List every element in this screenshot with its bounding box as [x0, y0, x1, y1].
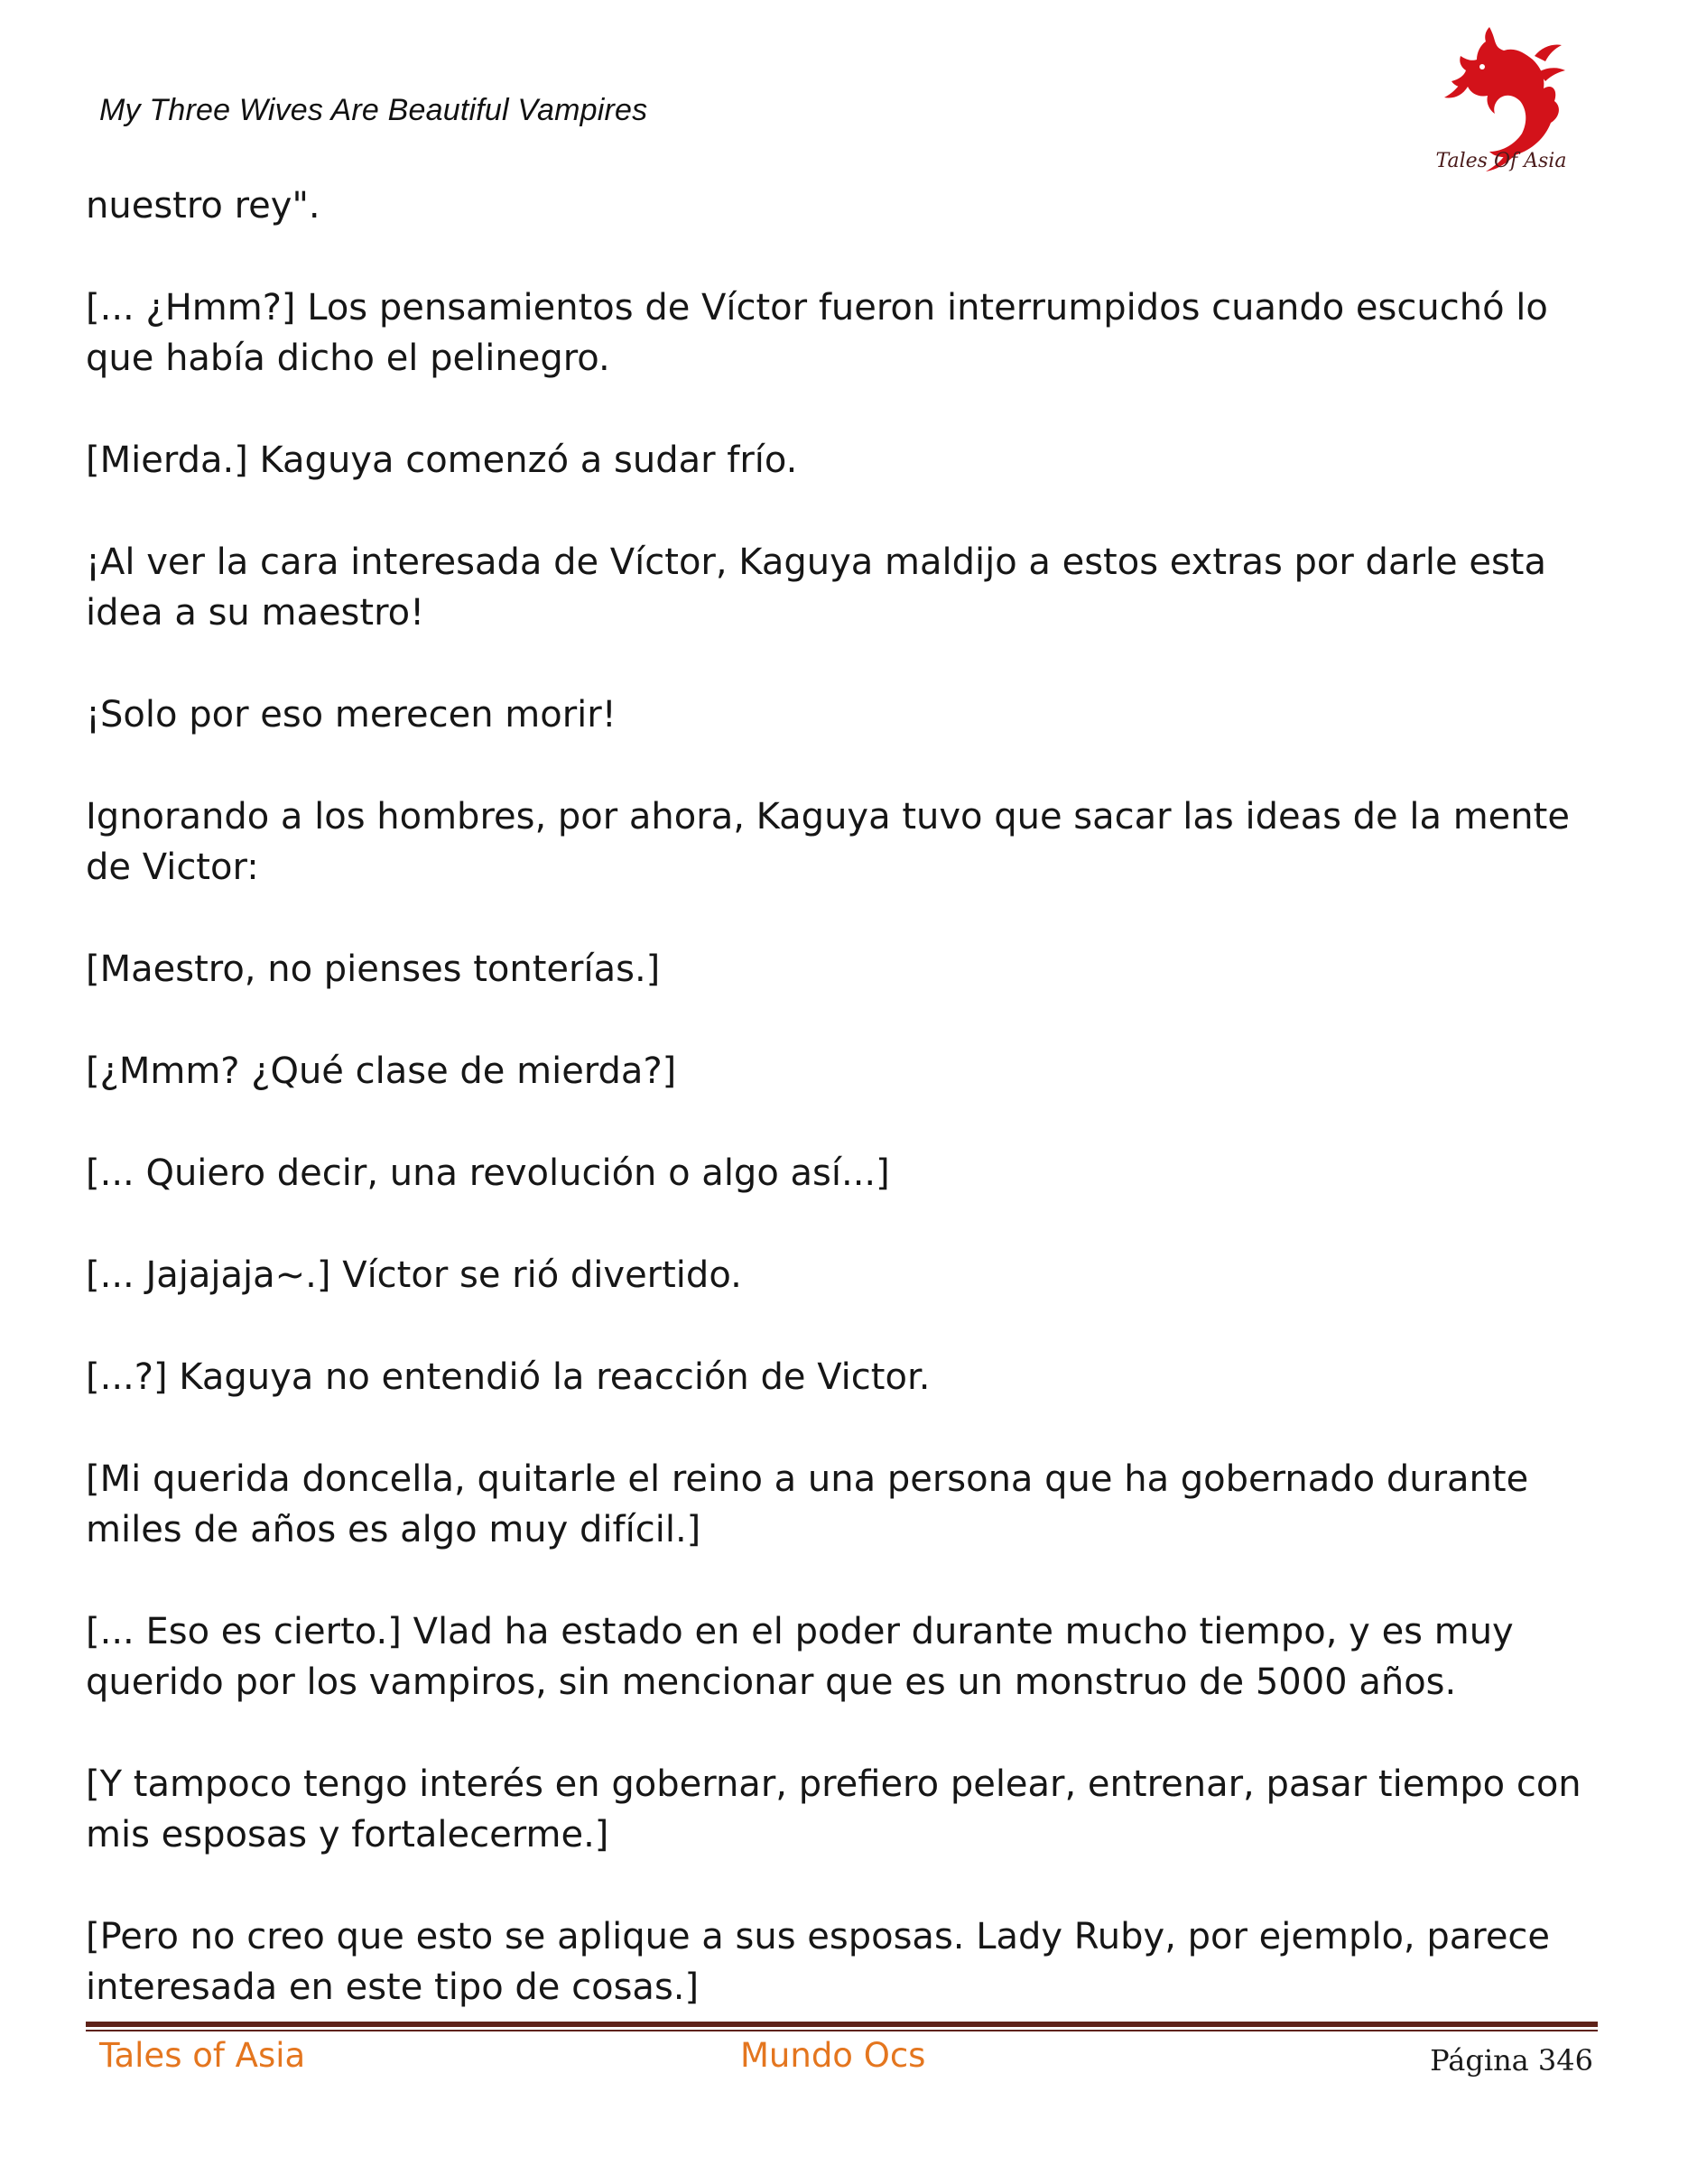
paragraph: [Mierda.] Kaguya comenzó a sudar frío.	[86, 440, 798, 481]
paragraph: [... ¿Hmm?] Los pensamientos de Víctor fueron interrumpidos cuando escuchó lo que había dicho el pelinegro.	[86, 287, 1548, 379]
page-number: Página 346	[1430, 2043, 1593, 2078]
footer-site-name: Tales of Asia	[99, 2036, 306, 2075]
paragraph: [Mi querida doncella, quitarle el reino a una persona que ha gobernado durante miles de años es algo muy difícil.]	[86, 1458, 1529, 1550]
paragraph: nuestro rey".	[86, 185, 320, 227]
paragraph: [Y tampoco tengo interés en gobernar, prefiero pelear, entrenar, pasar tiempo con mis esposas y fortalecerme.]	[86, 1763, 1581, 1855]
footer-rule	[86, 2022, 1598, 2027]
footer-section-name: Mundo Ocs	[740, 2036, 926, 2075]
paragraph: [... Jajajaja~.] Víctor se rió divertido.	[86, 1254, 742, 1296]
paragraph: Ignorando a los hombres, por ahora, Kaguya tuvo que sacar las ideas de la mente de Victor:	[86, 796, 1570, 888]
paragraph: [¿Mmm? ¿Qué clase de mierda?]	[86, 1050, 677, 1092]
paragraph: [... Eso es cierto.] Vlad ha estado en el poder durante mucho tiempo, y es muy querido por los vampiros, sin mencionar que es un monstruo de 5000 años.	[86, 1611, 1514, 1703]
paragraph: [...?] Kaguya no entendió la reacción de Victor.	[86, 1356, 931, 1398]
header-title: My Three Wives Are Beautiful Vampires	[99, 93, 648, 127]
paragraph: [... Quiero decir, una revolución o algo así...]	[86, 1152, 890, 1194]
paragraph: ¡Solo por eso merecen morir!	[86, 694, 617, 736]
logo-caption: Tales Of Asia	[1435, 150, 1567, 172]
body-text	[86, 180, 1611, 2064]
paragraph: [Pero no creo que esto se aplique a sus esposas. Lady Ruby, por ejemplo, parece interesada en este tipo de cosas.]	[86, 1916, 1551, 2008]
footer-rule-thin	[86, 2030, 1598, 2031]
paragraph: [Maestro, no pienses tonterías.]	[86, 949, 661, 990]
paragraph: ¡Al ver la cara interesada de Víctor, Kaguya maldijo a estos extras por darle esta idea a su maestro!	[86, 541, 1546, 634]
